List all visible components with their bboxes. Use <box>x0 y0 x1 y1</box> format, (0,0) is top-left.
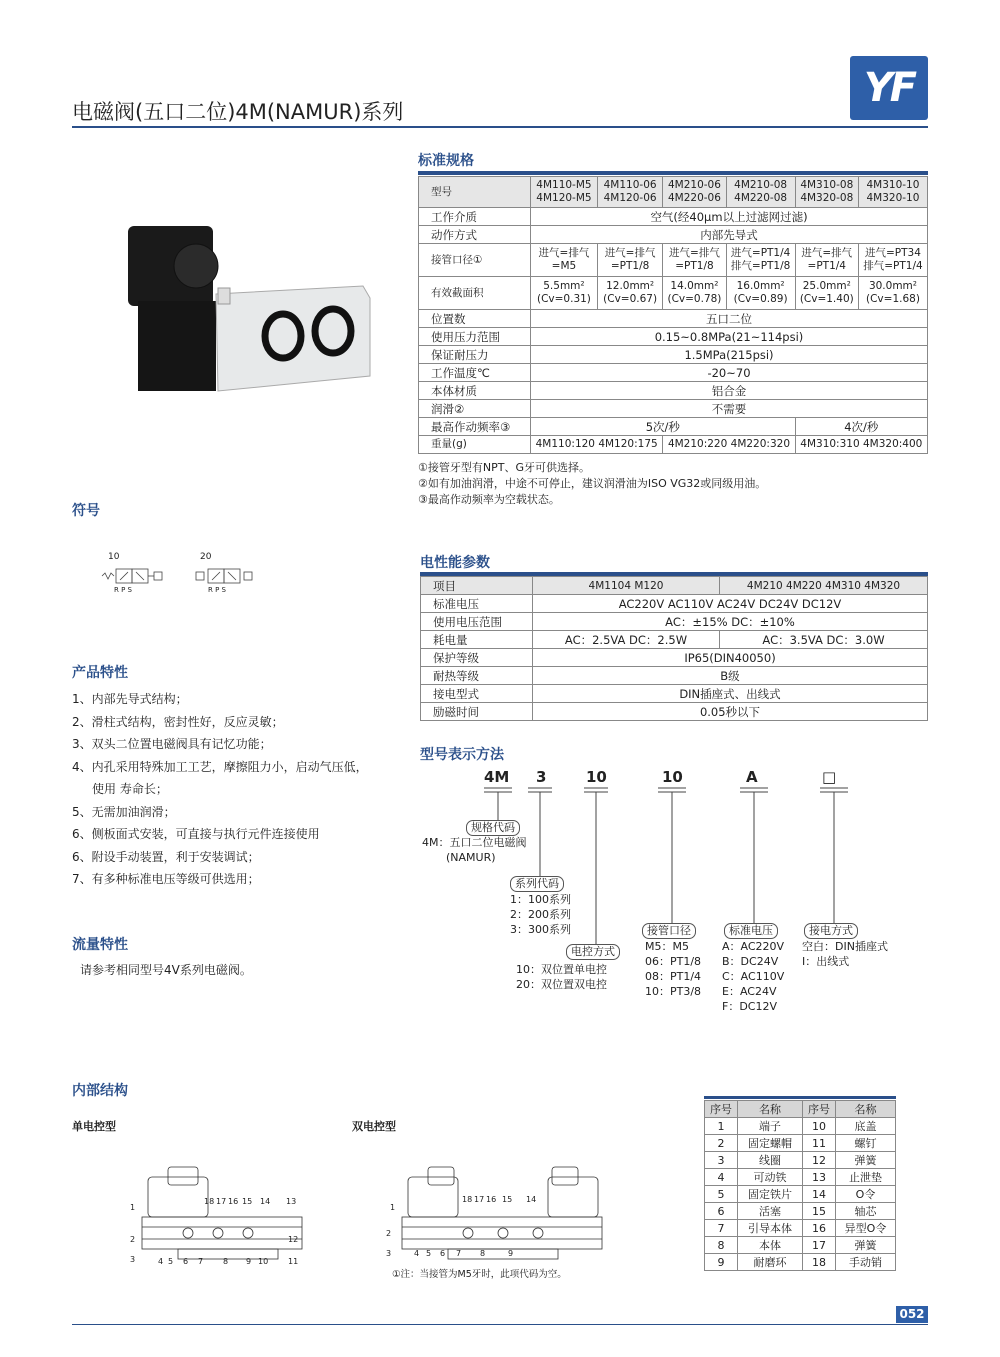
brand-logo <box>850 56 928 120</box>
spec-table <box>418 176 928 454</box>
model-box-voltage: 标准电压 <box>724 923 778 939</box>
parts-table <box>704 1100 896 1271</box>
symbol-20-ports: R P S <box>208 586 226 594</box>
page-number: 052 <box>896 1306 928 1323</box>
note: ②如有加油润滑，中途不可停止，建议润滑油为ISO VG32或同级用油。 <box>418 477 767 490</box>
logo-text: YF <box>863 65 915 111</box>
parts-row: 7 引导本体 16 异型O令 <box>705 1220 896 1237</box>
feature-item: 7、有多种标准电压等级可供选用； <box>72 872 260 886</box>
feature-item: 1、内部先导式结构； <box>72 692 188 706</box>
electric-row: 接电型式 DIN插座式、出线式 <box>421 685 928 703</box>
spec-row: 保证耐压力 1.5MPa(215psi) <box>419 346 928 364</box>
feature-item: 2、滑柱式结构，密封性好，反应灵敏； <box>72 714 284 729</box>
note: ③最高作动频率为空载状态。 <box>418 493 560 506</box>
model-box-spec-code: 规格代码 <box>466 820 520 836</box>
model-cell: 4M110-M5 4M120-M5 <box>531 177 598 208</box>
feature-item: 6、侧板面式安装，可直接与执行元件连接使用 <box>72 827 320 841</box>
spec-freq-row: 最高作动频率③ 5次/秒 4次/秒 <box>419 418 928 436</box>
model-box-port: 接管口径 <box>642 923 696 939</box>
parts-row: 6 活塞 15 轴芯 <box>705 1203 896 1220</box>
parts-row: 8 本体 17 弹簧 <box>705 1237 896 1254</box>
double-control-label: 双电控型 <box>352 1120 396 1133</box>
electric-row: 使用电压范围 AC：±15% DC：±10% <box>421 613 928 631</box>
spec-row: 位置数 五口二位 <box>419 310 928 328</box>
single-diagram-labels: 1 2 3 4 5 6 7 8 9 10 11 12 13 14 15 16 17 18 <box>130 1197 299 1266</box>
model-code-voltage: A <box>746 768 758 786</box>
parts-row: 2 固定螺帽 11 螺钉 <box>705 1135 896 1152</box>
feature-item: 4、内孔采用特殊加工工艺，摩擦阻力小，启动气压低， <box>72 759 368 774</box>
model-desc-port: M5：M5 06：PT1/8 08：PT1/4 10：PT3/8 <box>645 940 702 998</box>
electric-row: 耗电量 AC：2.5VA DC：2.5W AC：3.5VA DC：3.0W <box>421 631 928 649</box>
model-box-series-code: 系列代码 <box>510 876 564 892</box>
model-desc-connect: 空白：DIN插座式 I：出线式 <box>802 940 888 968</box>
product-photo <box>118 216 378 396</box>
double-diagram-labels: 1 2 3 4 5 6 7 8 9 14 15 16 17 18 <box>386 1195 537 1258</box>
spec-row: 工作温度℃ -20~70 <box>419 364 928 382</box>
model-cell: 4M210-08 4M220-08 <box>726 177 795 208</box>
spec-weight-row: 重量(g) 4M110:120 4M120:175 4M210:220 4M220:320 4M310:310 4M320:400 <box>419 436 928 454</box>
footer-rule <box>72 1324 928 1325</box>
spec-row: 使用压力范围 0.15~0.8MPa(21~114psi) <box>419 328 928 346</box>
spec-row: 工作介质 空气(经40μm以上过滤网过滤) <box>419 208 928 226</box>
spec-row: 本体材质 铝合金 <box>419 382 928 400</box>
spec-label: 型号 <box>419 177 531 208</box>
parts-head-row: 序号 名称 序号 名称 <box>705 1101 896 1118</box>
model-code-control: 10 <box>586 768 607 786</box>
feature-item: 5、无需加油润滑； <box>72 804 176 819</box>
model-cell: 4M310-10 4M320-10 <box>858 177 927 208</box>
model-desc-spec: 4M：五口二位电磁阀 (NAMUR) <box>422 836 527 864</box>
electric-row: 励磁时间 0.05秒以下 <box>421 703 928 721</box>
coil-housing <box>138 301 216 391</box>
spec-notes <box>418 460 766 508</box>
page-title: 电磁阀(五口二位)4M(NAMUR)系列 <box>72 100 404 124</box>
model-desc-control: 10：双位置单电控 20：双位置双电控 <box>516 963 607 991</box>
electric-table <box>420 576 928 721</box>
feature-item: 3、双头二位置电磁阀具有记忆功能； <box>72 737 272 751</box>
parts-row: 9 耐磨环 18 手动销 <box>705 1254 896 1271</box>
section-symbol: 符号 <box>72 503 100 519</box>
section-bar <box>418 171 928 175</box>
note: ①接管牙型有NPT、G牙可供选择。 <box>418 461 590 474</box>
model-code-connect: □ <box>822 768 837 786</box>
valve-symbol-graphics <box>100 562 280 588</box>
parts-row: 3 线圈 12 弹簧 <box>705 1152 896 1169</box>
parts-row: 5 固定铁片 14 O令 <box>705 1186 896 1203</box>
spec-models-row <box>419 177 928 208</box>
spec-row: 动作方式 内部先导式 <box>419 226 928 244</box>
internal-note: ①注：当接管为M5牙时，此项代码为空。 <box>392 1269 567 1280</box>
symbol-20-label: 20 <box>200 552 212 562</box>
model-cell: 4M210-06 4M220-06 <box>663 177 726 208</box>
section-features: 产品特性 <box>72 665 128 681</box>
spec-row: 润滑② 不需要 <box>419 400 928 418</box>
model-cell: 4M310-08 4M320-08 <box>795 177 858 208</box>
valve-symbols <box>100 552 280 600</box>
section-standard-spec: 标准规格 <box>418 153 474 169</box>
model-code-4m: 4M <box>484 768 510 786</box>
electric-row: 标准电压 AC220V AC110V AC24V DC24V DC12V <box>421 595 928 613</box>
symbol-10-ports: R P S <box>114 586 132 594</box>
electric-row: 保护等级 IP65(DIN40050) <box>421 649 928 667</box>
model-box-control: 电控方式 <box>566 944 620 960</box>
flow-text: 请参考相同型号4V系列电磁阀。 <box>80 963 252 977</box>
feature-item: 使用 寿命长； <box>92 782 168 796</box>
section-flow: 流量特性 <box>72 937 128 953</box>
section-electric: 电性能参数 <box>420 555 490 571</box>
model-desc-series: 1：100系列 2：200系列 3：300系列 <box>510 893 571 936</box>
model-box-connect: 接电方式 <box>804 923 858 939</box>
spec-port-row: 接管口径① 进气=排气 =M5 进气=排气 =PT1/8 进气=排气 =PT1/8 进气=PT1/4 排气=PT1/8 进气=排气 =PT1/4 进气=PT34 排气=PT1/4 <box>419 244 928 277</box>
section-internal: 内部结构 <box>72 1083 128 1099</box>
feature-item: 6、附设手动装置，利于安装调试； <box>72 849 260 864</box>
section-model: 型号表示方法 <box>420 747 504 763</box>
spec-area-row: 有效截面积 5.5mm² (Cv=0.31) 12.0mm² (Cv=0.67) 14.0mm² (Cv=0.78) 16.0mm² (Cv=0.89) 25.0mm² (Cv=1.40) 30.0mm² (Cv=1.68) <box>419 277 928 310</box>
model-code-series: 3 <box>536 768 547 786</box>
single-control-label: 单电控型 <box>72 1120 116 1133</box>
model-cell: 4M110-06 4M120-06 <box>597 177 662 208</box>
electric-head-row: 项目 4M1104 M120 4M210 4M220 4M310 4M320 <box>421 577 928 595</box>
feature-list <box>72 688 368 891</box>
electric-row: 耐热等级 B级 <box>421 667 928 685</box>
model-code-port: 10 <box>662 768 683 786</box>
parts-bar <box>704 1096 896 1099</box>
header-rule <box>72 126 928 128</box>
parts-row: 4 可动铁 13 止泄垫 <box>705 1169 896 1186</box>
parts-row: 1 端子 10 底盖 <box>705 1118 896 1135</box>
model-desc-voltage: A：AC220V B：DC24V C：AC110V E：AC24V F：DC12V <box>722 940 785 1013</box>
symbol-10-label: 10 <box>108 552 120 562</box>
